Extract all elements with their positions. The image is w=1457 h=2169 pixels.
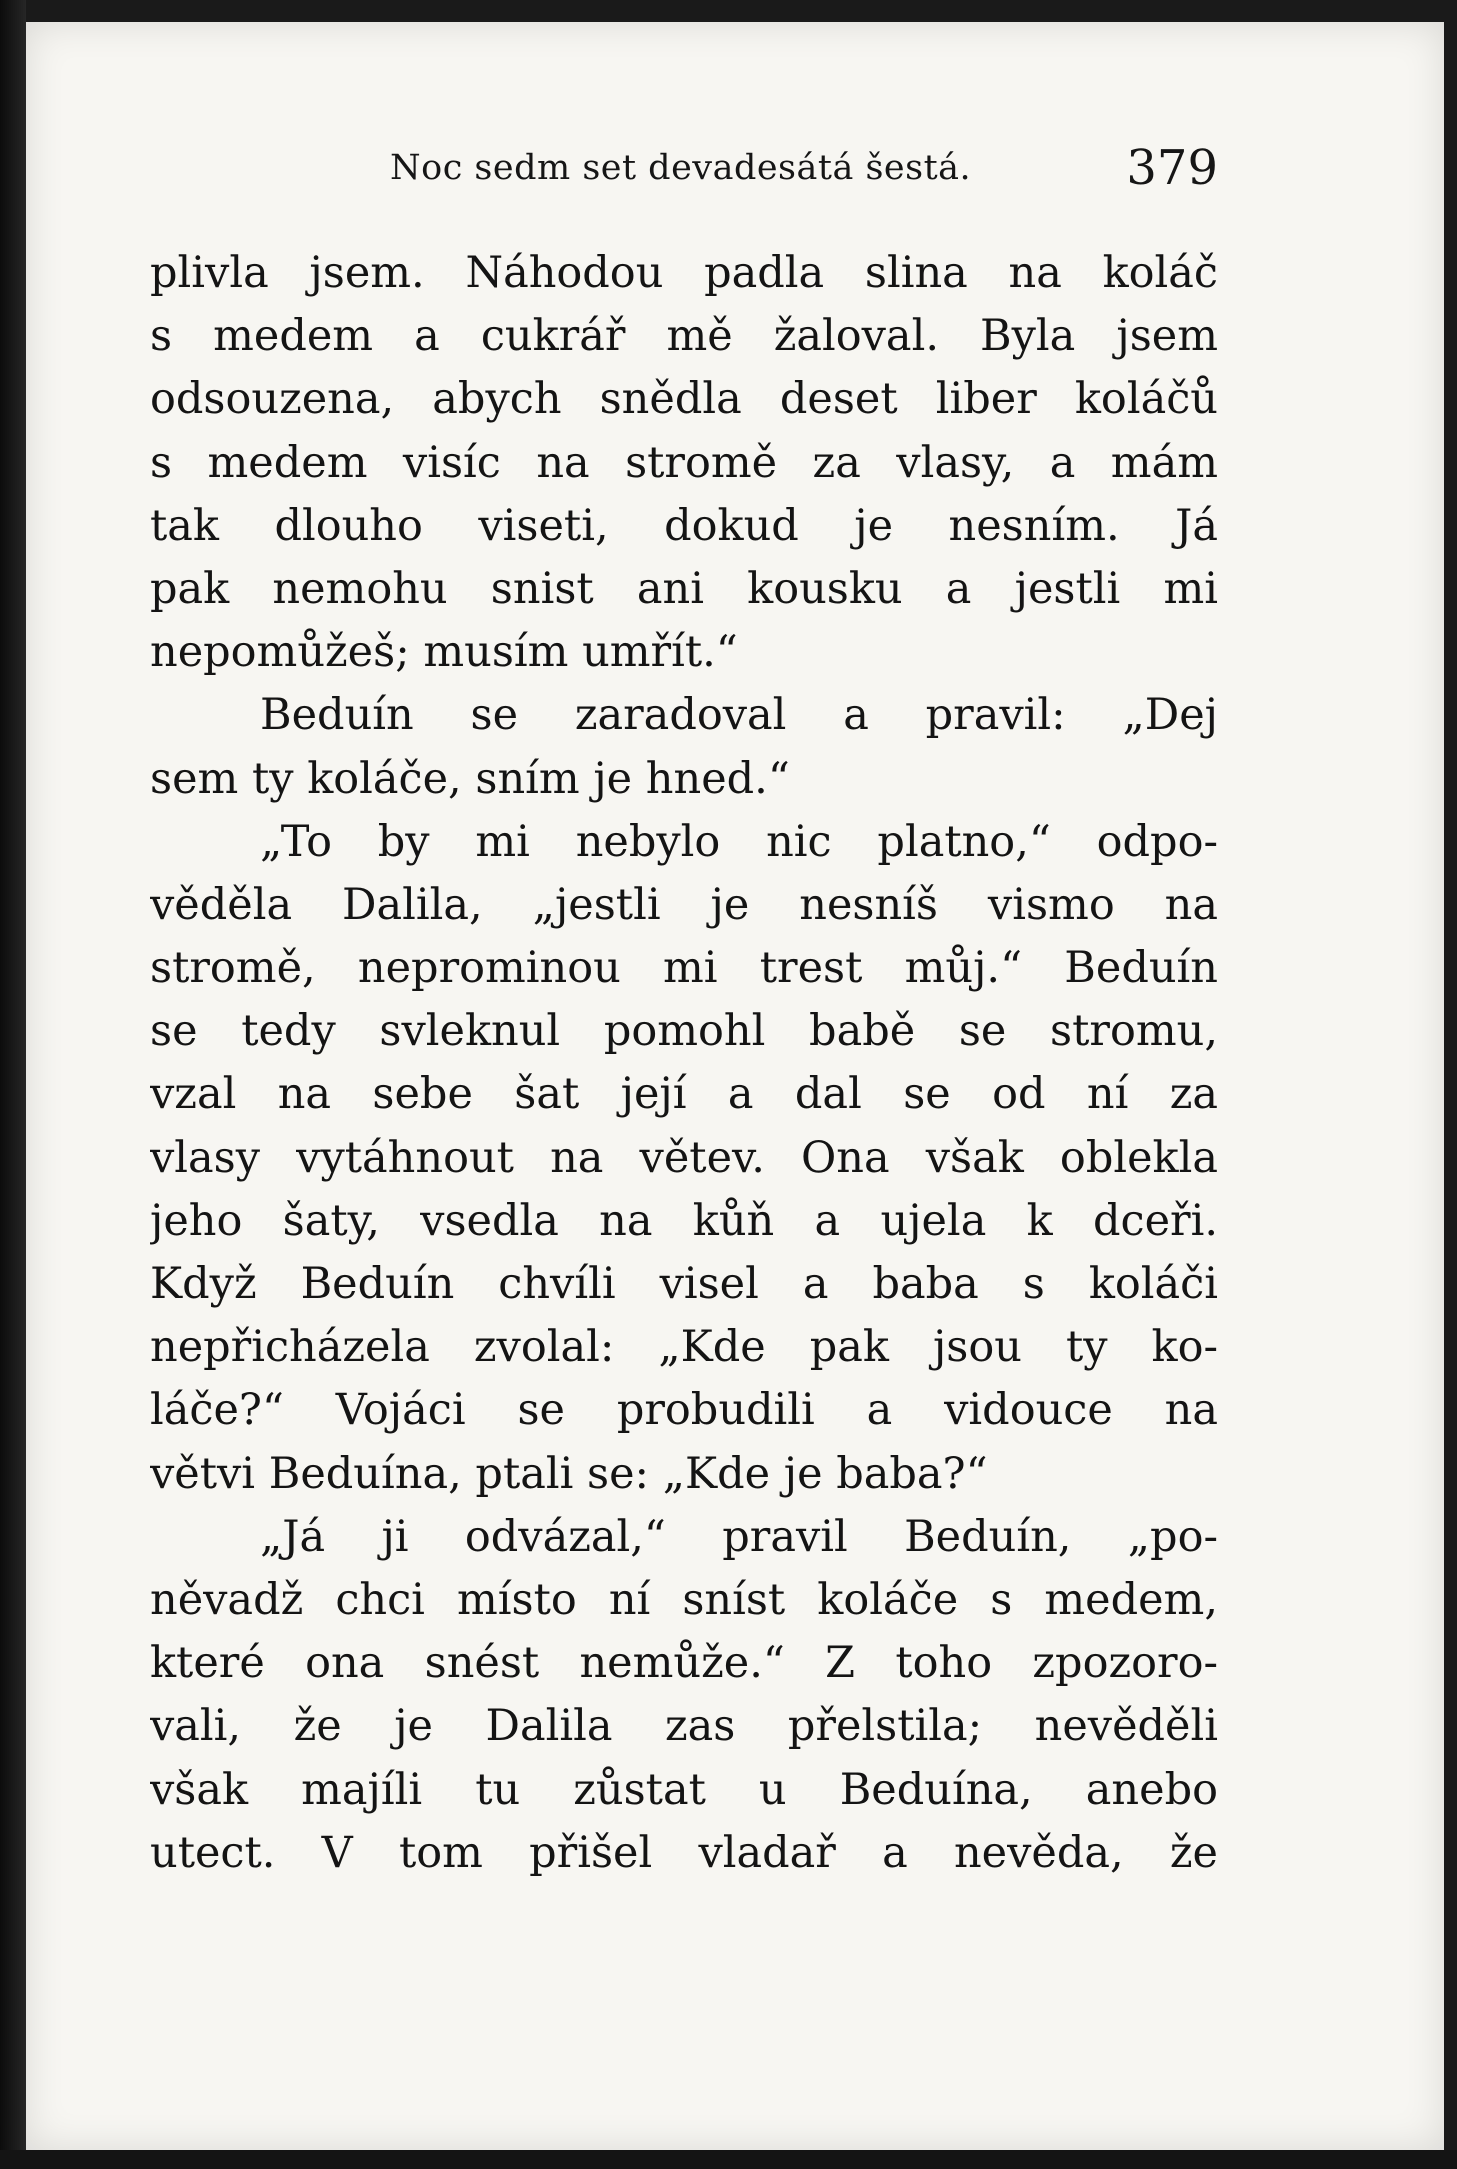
text-line: vlasy vytáhnout na větev. Ona však oblekla — [150, 1132, 1218, 1183]
text-line: utect. V tom přišel vladař a nevěda, že — [150, 1827, 1218, 1878]
text-line: plivla jsem. Náhodou padla slina na koláč — [150, 248, 1218, 298]
text-line: však majíli tu zůstat u Beduína, anebo — [150, 1764, 1218, 1815]
text-line: stromě, neprominou mi trest můj.“ Beduín — [150, 943, 1218, 994]
text-line: něvadž chci místo ní sníst koláče s medem, — [150, 1574, 1218, 1625]
page-bottom-edge — [0, 2150, 1457, 2169]
page-header — [150, 140, 1218, 200]
body-text — [150, 242, 1218, 1885]
text-line: jeho šaty, vsedla na kůň a ujela k dceři. — [150, 1195, 1218, 1246]
text-line: nepřicházela zvolal: „Kde pak jsou ty ko- — [150, 1322, 1218, 1373]
text-line: vzal na sebe šat její a dal se od ní za — [150, 1069, 1218, 1120]
running-title: Noc sedm set devadesátá šestá. — [390, 148, 972, 188]
text-line: nepomůžeš; musím umřít.“ — [150, 627, 738, 678]
page-number: 379 — [1126, 140, 1218, 196]
text-line: vali, že je Dalila zas přelstila; nevěděli — [150, 1701, 1218, 1752]
text-line: láče?“ Vojáci se probudili a vidouce na — [150, 1385, 1218, 1436]
text-line: věděla Dalila, „jestli je nesníš vismo na — [150, 879, 1218, 930]
text-line: „To by mi nebylo nic platno,“ odpo- — [260, 816, 1218, 867]
text-line: větvi Beduína, ptali se: „Kde je baba?“ — [150, 1448, 988, 1499]
book-spine-shadow — [0, 0, 26, 2169]
text-line: Beduín se zaradoval a pravil: „Dej — [260, 690, 1218, 741]
text-line: s medem visíc na stromě za vlasy, a mám — [150, 437, 1218, 488]
text-line: tak dlouho viseti, dokud je nesním. Já — [150, 500, 1218, 551]
text-line: s medem a cukrář mě žaloval. Byla jsem — [150, 311, 1218, 362]
text-line: pak nemohu snist ani kousku a jestli mi — [150, 563, 1218, 614]
text-line: sem ty koláče, sním je hned.“ — [150, 753, 790, 804]
text-line: Když Beduín chvíli visel a baba s koláči — [150, 1259, 1218, 1309]
text-line: které ona snést nemůže.“ Z toho zpozoro- — [150, 1638, 1218, 1689]
text-line: se tedy svleknul pomohl babě se stromu, — [150, 1006, 1218, 1057]
text-line: „Já ji odvázal,“ pravil Beduín, „po- — [260, 1511, 1218, 1562]
text-line: odsouzena, abych snědla deset liber koláčů — [150, 374, 1218, 425]
